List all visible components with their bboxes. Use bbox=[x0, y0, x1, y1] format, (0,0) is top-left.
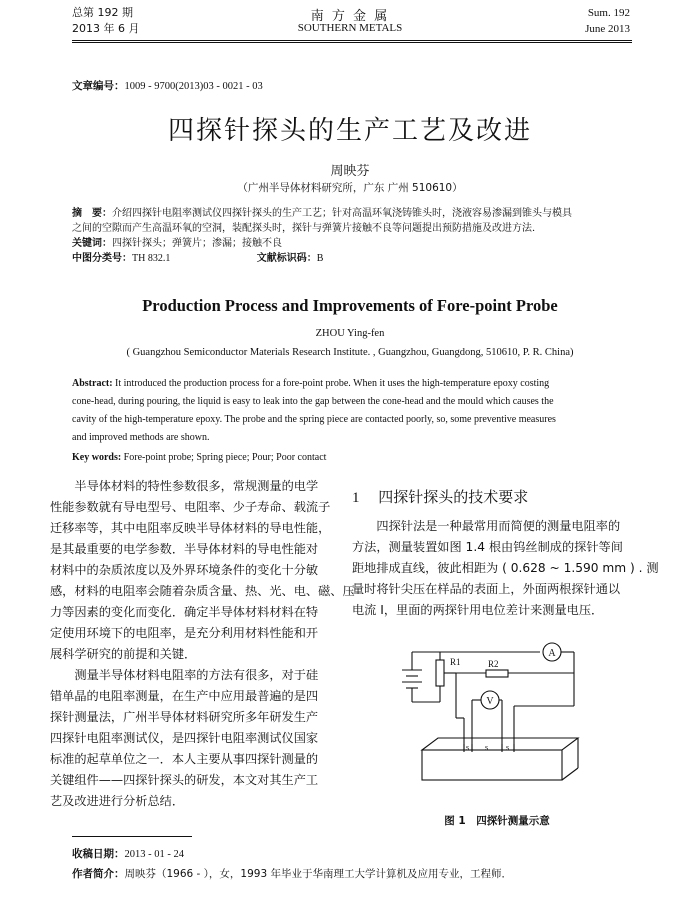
footnote-rule bbox=[72, 836, 192, 837]
abstract-cn-line: 之间的空隙而产生高温环氧的空洞，装配探头时，探针与弹簧片接触不良等问题提出预防措施及改进方法． bbox=[72, 223, 542, 234]
issue-number-cn: 总第 192 期 bbox=[72, 6, 133, 19]
keywords-en-label: Key words: bbox=[72, 452, 122, 463]
sample-slab bbox=[422, 738, 578, 780]
resistor-r2-label: R2 bbox=[488, 659, 499, 669]
received-date bbox=[72, 846, 184, 861]
paragraph-line: 电流 I，里面的两探针用电位差计来测量电压． bbox=[352, 603, 604, 617]
figure-caption: 图 1 四探针测量示意 bbox=[444, 815, 550, 827]
paragraph-line: 关键组件——四探针探头的研发，本文对其生产工 bbox=[50, 773, 319, 787]
abstract-en-line: cavity of the high-temperature epoxy. The probe and the spring piece are contacted poorly, so, some preventive measures bbox=[72, 414, 556, 425]
paragraph-line: 方法，测量装置如图 1.4 根由钨丝制成的探针等间 bbox=[352, 540, 623, 554]
paragraph-line: 定使用环境下的电阻率，是充分利用材料性能和开 bbox=[50, 626, 319, 640]
keywords-en-text: Fore-point probe; Spring piece; Pour; Poor contact bbox=[121, 452, 327, 463]
paragraph-line: 是其最重要的电学参数．半导体材料的导电性能对 bbox=[50, 542, 319, 556]
ammeter-label: A bbox=[548, 648, 556, 659]
paragraph-line: 探针测量法，广州半导体材料研究所多年研发生产 bbox=[50, 710, 319, 724]
paragraph-line: 材料中的杂质浓度以及外界环境条件的变化十分敏 bbox=[50, 563, 319, 577]
keywords-cn-label: 关键词： bbox=[72, 238, 112, 249]
voltmeter-label: V bbox=[486, 696, 494, 707]
section-title: 四探针探头的技术要求 bbox=[378, 488, 529, 506]
issue-number-en: Sum. 192 bbox=[587, 7, 630, 19]
date-cn: 2013 年 6 月 bbox=[72, 22, 140, 35]
article-number-label: 文章编号： bbox=[72, 80, 125, 92]
clc-label: 中图分类号： bbox=[72, 253, 132, 264]
paragraph-line: 感，材料的电阻率会随着杂质含量、热、光、电、磁、压 bbox=[50, 584, 355, 598]
date-en: June 2013 bbox=[585, 23, 630, 35]
author-en: ZHOU Ying-fen bbox=[315, 328, 385, 339]
probe-spacing-label: s bbox=[485, 743, 489, 752]
probe-spacing-label: s bbox=[466, 743, 470, 752]
paragraph-line: 测量半导体材料电阻率的方法有很多，对于硅 bbox=[74, 668, 319, 682]
doc-code-label: 文献标识码： bbox=[256, 253, 317, 264]
author-bio-label: 作者简介： bbox=[72, 868, 125, 880]
header-rule-top bbox=[72, 40, 632, 41]
resistor-r2-icon bbox=[486, 670, 508, 677]
paragraph-line: 量时将针尖压在样品的表面上，外面两根探针通以 bbox=[352, 582, 621, 596]
abstract-en-line: and improved methods are shown. bbox=[72, 432, 210, 443]
title-cn: 四探针探头的生产工艺及改进 bbox=[167, 116, 532, 146]
battery-icon bbox=[402, 652, 422, 702]
paragraph-line: 标准的起草单位之一．本人主要从事四探针测量的 bbox=[50, 752, 319, 766]
section-heading bbox=[352, 486, 528, 507]
journal-name-cn: 南 方 金 属 bbox=[310, 9, 390, 24]
header-rule-bottom bbox=[72, 42, 632, 43]
title-en: Production Process and Improvements of Fore-point Probe bbox=[142, 296, 558, 315]
paragraph-line: 距地排成直线，彼此相距为 ( 0.628 ~ 1.590 mm ) . 测 bbox=[352, 561, 659, 575]
affiliation-cn: （广州半导体材料研究所，广东 广州 510610） bbox=[237, 182, 463, 194]
abstract-cn bbox=[72, 206, 632, 266]
author-cn: 周映芬 bbox=[330, 164, 370, 179]
abstract-en-line: cone-head, during pouring, the liquid is easy to leak into the gap between the cone-head and the mould which causes the bbox=[72, 396, 554, 407]
abstract-en bbox=[72, 375, 632, 467]
four-probe-diagram bbox=[392, 640, 592, 800]
paragraph-line: 错单晶的电阻率测量，在生产中应用最普遍的是四 bbox=[50, 689, 319, 703]
abstract-cn-label: 摘 要： bbox=[72, 208, 112, 219]
paragraph-line: 迁移率等，其中电阻率反映半导体材料的导电性能， bbox=[50, 521, 331, 535]
resistor-r1-label: R1 bbox=[450, 657, 461, 667]
body-left-column bbox=[50, 476, 355, 812]
resistor-r1-icon bbox=[436, 660, 444, 686]
author-bio-text: 周映芬（1966 - ），女，1993 年毕业于华南理工大学计算机及应用专业，工程师． bbox=[124, 868, 512, 880]
abstract-en-line: It introduced the production process for a fore-point probe. When it uses the high-temperature epoxy costing bbox=[112, 378, 550, 389]
clc-value: TH 832.1 bbox=[132, 253, 171, 264]
affiliation-en: ( Guangzhou Semiconductor Materials Research Institute. , Guangzhou, Guangdong, 510610, P. R. China) bbox=[126, 347, 574, 358]
paragraph-line: 力等因素的变化而变化．确定半导体材料材料在特 bbox=[50, 605, 319, 619]
paragraph-line: 半导体材料的特性参数很多，常规测量的电学 bbox=[74, 479, 319, 493]
author-bio bbox=[72, 866, 512, 881]
section-number: 1 bbox=[352, 490, 360, 506]
paragraph-line: 四探针电阻率测试仪，是四探针电阻率测试仪国家 bbox=[50, 731, 319, 745]
body-right-column bbox=[352, 516, 659, 621]
received-date-value: 2013 - 01 - 24 bbox=[124, 849, 184, 860]
article-number bbox=[72, 78, 263, 93]
paragraph-line: 四探针法是一种最常用而简便的测量电阻率的 bbox=[376, 519, 621, 533]
journal-name-en: SOUTHERN METALS bbox=[297, 22, 403, 34]
probe-spacing-label: s bbox=[506, 743, 510, 752]
abstract-cn-line: 介绍四探针电阻率测试仪四探针探头的生产工艺；针对高温环氧浇铸锥头时，浇液容易渗漏到锥头与模具 bbox=[112, 208, 572, 219]
keywords-cn-text: 四探针探头；弹簧片；渗漏；接触不良 bbox=[112, 238, 282, 249]
article-number-value: 1009 - 9700(2013)03 - 0021 - 03 bbox=[124, 81, 263, 92]
paragraph-line: 性能参数就有导电型号、电阻率、少子寿命、载流子 bbox=[50, 500, 331, 514]
paragraph-line: 艺及改进进行分析总结． bbox=[50, 794, 185, 808]
received-date-label: 收稿日期： bbox=[72, 848, 125, 860]
doc-code-value: B bbox=[316, 253, 324, 264]
abstract-en-label: Abstract: bbox=[72, 378, 113, 389]
paragraph-line: 展科学研究的前提和关键． bbox=[50, 647, 197, 661]
